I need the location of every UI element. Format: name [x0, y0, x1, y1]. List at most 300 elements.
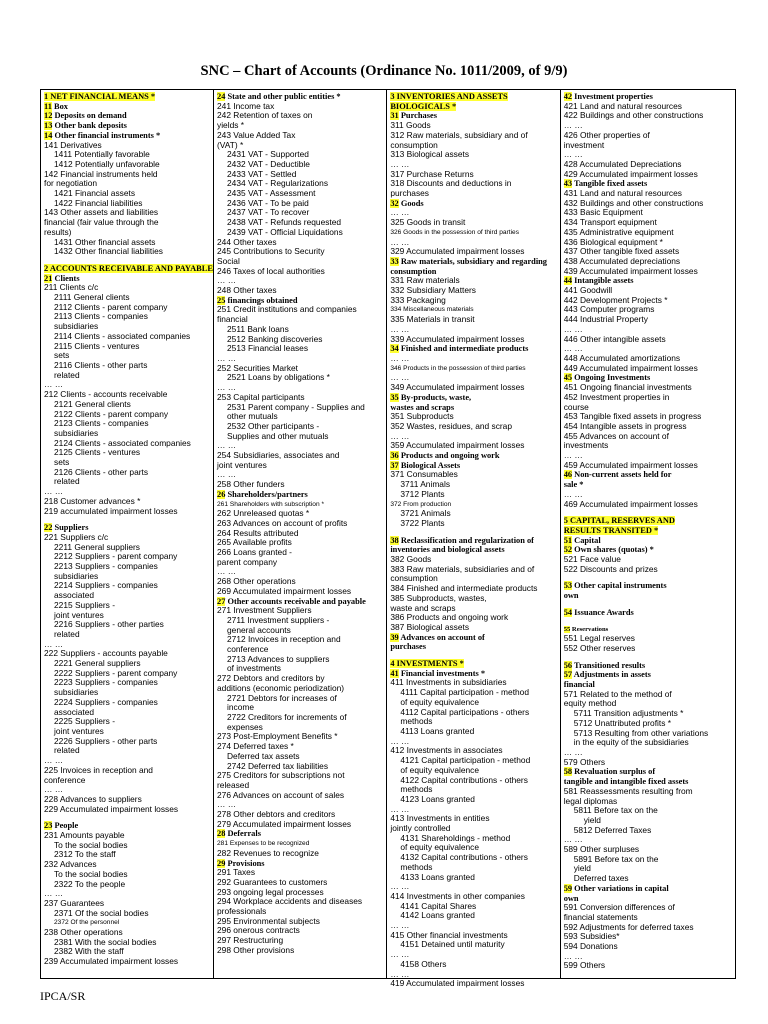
account-line: released — [217, 779, 250, 790]
account-line: 2513 Financial leases — [227, 343, 309, 354]
account-heading: 25 financings obtained — [217, 295, 298, 305]
account-line: sets — [54, 350, 70, 361]
spacer — [564, 654, 733, 661]
footer-label: IPCA/SR — [40, 989, 86, 1003]
account-line: … … — [390, 430, 410, 441]
account-line: … … — [563, 120, 583, 131]
account-line: 4113 Loans granted — [400, 726, 475, 736]
account-line: 441 Goodwill — [563, 285, 613, 296]
account-line: 2223 Suppliers - companies — [54, 677, 158, 688]
account-line: of equity equivalence — [400, 696, 480, 707]
account-line: 522 Discounts and prizes — [563, 563, 658, 574]
account-line: 449 Accumulated impairment losses — [563, 362, 698, 373]
account-line: 551 Legal reserves — [563, 633, 635, 644]
account-line: jointly controlled — [390, 823, 451, 834]
account-line: 415 Other financial investments — [390, 929, 508, 940]
account-line: 4142 Loans granted — [400, 910, 475, 921]
account-line: 4122 Capital contributions - others — [400, 774, 528, 785]
account-heading: 28 Deferrals — [217, 829, 261, 839]
account-line: 437 Other tangible fixed assets — [563, 246, 680, 257]
account-heading: 13 Other bank deposits — [44, 121, 127, 131]
account-line: … … — [44, 755, 64, 766]
account-line: 349 Accumulated impairment losses — [390, 382, 525, 393]
account-line: 421 Land and natural resources — [563, 100, 682, 111]
account-line: 2111 General clients — [54, 292, 130, 303]
account-line: 593 Subsidies* — [563, 931, 620, 942]
account-line: 2225 Suppliers - — [54, 716, 115, 727]
account-line: 334 Miscellaneous materials — [390, 306, 474, 314]
account-line: 414 Investments in other companies — [390, 890, 525, 901]
account-line: waste and scraps — [390, 602, 456, 613]
account-line: 422 Buildings and other constructions — [563, 110, 704, 121]
account-heading: 53 Other capital instruments — [563, 581, 667, 591]
account-line: 331 Raw materials — [390, 275, 460, 286]
account-line: general accounts — [227, 624, 291, 635]
account-heading: 27 Other accounts receivable and payable — [217, 596, 366, 606]
spacer — [390, 652, 557, 659]
account-line: 2214 Suppliers - companies — [54, 580, 158, 591]
account-heading: 57 Adjustments in assets — [563, 670, 651, 680]
account-line: 448 Accumulated amortizations — [563, 352, 681, 363]
account-line: … … — [563, 323, 583, 334]
account-heading: financial — [563, 680, 595, 690]
account-line: 335 Materials in transit — [390, 314, 475, 325]
account-line: 295 Environmental subjects — [217, 915, 320, 926]
account-heading: own — [563, 893, 579, 903]
account-line: (VAT) * — [217, 139, 244, 150]
account-heading: 34 Finished and intermediate products — [390, 344, 529, 354]
account-heading: 36 Products and ongoing work — [390, 451, 500, 461]
account-line: 5713 Resulting from other variations — [573, 727, 709, 738]
account-line: 2215 Suppliers - — [54, 599, 115, 610]
account-line: 254 Subsidiaries, associates and — [217, 450, 340, 461]
account-line: 2312 To the staff — [54, 849, 116, 860]
account-line: … … — [217, 566, 237, 577]
account-line: 311 Goods — [390, 120, 431, 131]
account-line: methods — [400, 784, 433, 795]
account-heading: 51 Capital — [563, 535, 601, 545]
account-line: 4121 Capital participation - method — [400, 755, 531, 766]
account-heading: 31 Purchases — [390, 111, 437, 121]
account-heading: 14 Other financial instruments * — [44, 130, 161, 140]
account-heading: 39 Advances on account of — [390, 632, 485, 642]
account-line: 3721 Animals — [400, 508, 451, 519]
account-line: 571 Related to the method of — [563, 688, 672, 699]
account-line: 359 Accumulated impairment losses — [390, 440, 525, 451]
account-line: income — [227, 702, 254, 713]
account-line: 2112 Clients - parent company — [54, 301, 168, 312]
account-line: 278 Other debtors and creditors — [217, 809, 336, 820]
column-3 — [387, 90, 560, 989]
account-line: 383 Raw materials, subsidiaries and of — [390, 563, 535, 574]
account-line: 384 Finished and intermediate products — [390, 583, 538, 594]
account-line: 269 Accumulated impairment losses — [217, 585, 352, 596]
account-line: legal diplomas — [563, 795, 618, 806]
account-heading: 23 People — [44, 821, 79, 831]
account-line: … … — [390, 372, 410, 383]
account-line: results) — [44, 226, 72, 237]
account-heading: 12 Deposits on demand — [44, 111, 127, 121]
account-line: … … — [390, 158, 410, 169]
account-line: 386 Products and ongoing work — [390, 612, 509, 623]
account-line: … … — [563, 488, 583, 499]
account-line: 5711 Transition adjustments * — [573, 708, 684, 719]
account-line: … … — [563, 950, 583, 961]
account-line: 294 Workplace accidents and diseases — [217, 896, 363, 907]
account-line: 451 Ongoing financial investments — [563, 382, 692, 393]
account-heading: sale * — [563, 480, 584, 490]
account-line: 2115 Clients - ventures — [54, 340, 140, 351]
account-line: 2221 General suppliers — [54, 658, 141, 669]
account-line: 263 Advances on account of profits — [217, 517, 348, 528]
account-line: 411 Investments in subsidiaries — [390, 677, 507, 688]
account-line: additions (economic periodization) — [217, 682, 345, 693]
account-heading: 52 Own shares (quotas) * — [563, 545, 654, 555]
column-1 — [41, 90, 214, 978]
account-line: … … — [390, 949, 410, 960]
account-line: 2512 Banking discoveries — [227, 333, 323, 344]
account-line: 143 Other assets and liabilities — [44, 207, 159, 218]
account-line: 2532 Other participants - — [227, 420, 320, 431]
account-line: 246 Taxes of local authorities — [217, 265, 325, 276]
account-line: 352 Wastes, residues, and scrap — [390, 420, 512, 431]
account-line: 387 Biological assets — [390, 621, 470, 632]
account-line: 431 Land and natural resources — [563, 188, 682, 199]
account-line: 419 Accumulated impairment losses — [390, 978, 525, 989]
account-line: 5891 Before tax on the — [573, 853, 659, 864]
account-heading: wastes and scraps — [390, 402, 455, 412]
account-heading: 24 State and other public entities * — [217, 92, 341, 101]
account-line: 2431 VAT - Supported — [227, 149, 309, 160]
account-line: 371 Consumables — [390, 469, 458, 480]
column-4 — [561, 90, 735, 978]
account-heading: RESULTS TRANSITED * — [563, 525, 659, 535]
account-line: 282 Revenues to recognize — [217, 847, 319, 858]
account-line: 382 Goods — [390, 554, 432, 565]
account-line: … … — [563, 450, 583, 461]
account-heading: inventories and biological assets — [390, 545, 505, 555]
account-line: 589 Other surpluses — [563, 844, 640, 855]
account-line: 274 Deferred taxes * — [217, 741, 294, 752]
account-line: … … — [44, 486, 64, 497]
account-line: 4131 Shareholdings - method — [400, 832, 511, 843]
account-line: 2226 Suppliers - other parts — [54, 735, 158, 746]
account-line: 433 Basic Equipment — [563, 207, 643, 218]
account-line: … … — [390, 207, 410, 218]
account-line: yield — [573, 863, 591, 874]
account-line: 2122 Clients - parent company — [54, 408, 169, 419]
account-line: 436 Biological equipment * — [563, 236, 663, 247]
account-line: 2113 Clients - companies — [54, 311, 148, 322]
account-line: To the social bodies — [54, 868, 128, 879]
account-line: 318 Discounts and deductions in — [390, 178, 512, 189]
account-line: 2721 Debtors for increases of — [227, 692, 337, 703]
account-line: 428 Accumulated Depreciations — [563, 158, 682, 169]
account-heading: 54 Issuance Awards — [563, 607, 634, 617]
account-line: joint ventures — [54, 609, 104, 620]
account-line: 261 Shareholders with subscription * — [217, 500, 325, 508]
account-line: 237 Guarantees — [44, 897, 105, 908]
account-line: … … — [44, 888, 64, 899]
account-line: 266 Loans granted - — [217, 547, 292, 558]
account-line: … … — [390, 881, 410, 892]
account-line: 426 Other properties of — [563, 129, 650, 140]
account-heading: 43 Tangible fixed assets — [563, 179, 648, 189]
account-line: 232 Advances — [44, 859, 97, 870]
account-line: investment — [563, 139, 605, 150]
account-heading: tangible and intangible fixed assets — [563, 777, 689, 787]
account-line: 1411 Potentially favorable — [54, 149, 150, 160]
account-line: 435 Administrative equipment — [563, 226, 674, 237]
account-line: 293 ongoing legal processes — [217, 886, 324, 897]
account-line: parent company — [217, 556, 278, 567]
account-line: 2436 VAT - To be paid — [227, 197, 309, 208]
account-heading: consumption — [390, 266, 437, 276]
account-line: 339 Accumulated impairment losses — [390, 333, 525, 344]
account-line: 1422 Financial liabilities — [54, 197, 143, 208]
account-line: … … — [44, 784, 64, 795]
account-line: 271 Investment Suppliers — [217, 605, 312, 616]
account-line: 298 Other provisions — [217, 944, 295, 955]
account-heading: purchases — [390, 642, 427, 652]
account-line: joint ventures — [217, 459, 267, 470]
account-line: 413 Investments in entities — [390, 813, 490, 824]
account-line: 2435 VAT - Assessment — [227, 188, 316, 199]
account-heading: 56 Transitioned results — [563, 660, 646, 670]
account-line: 317 Purchase Returns — [390, 168, 474, 179]
account-line: 228 Advances to suppliers — [44, 793, 142, 804]
account-heading: 46 Non-current assets held for — [563, 470, 672, 480]
account-line: 2434 VAT - Regularizations — [227, 178, 329, 189]
account-heading: 32 Goods — [390, 198, 424, 208]
account-line: 521 Face value — [563, 554, 621, 565]
account-line: 2742 Deferred tax liabilities — [227, 760, 329, 771]
account-line: 552 Other reserves — [563, 642, 636, 653]
account-line: 455 Advances on account of — [563, 430, 669, 441]
account-line: related — [54, 369, 80, 380]
account-line: 2116 Clients - other parts — [54, 359, 148, 370]
account-line: 243 Value Added Tax — [217, 129, 296, 140]
account-line: 2124 Clients - associated companies — [54, 437, 191, 448]
account-line: 2511 Bank loans — [227, 323, 289, 334]
account-line: 2433 VAT - Settled — [227, 168, 297, 179]
account-line: 212 Clients - accounts receivable — [44, 389, 168, 400]
account-line: 221 Suppliers c/c — [44, 531, 109, 542]
account-line: 2322 To the people — [54, 878, 126, 889]
account-line: sets — [54, 457, 70, 468]
account-line: related — [54, 628, 80, 639]
account-line: in the equity of the subsidiaries — [573, 737, 689, 748]
account-line: 452 Investment properties in — [563, 391, 670, 402]
account-line: 385 Subproducts, wastes, — [390, 592, 487, 603]
account-line: conference — [227, 644, 269, 655]
account-line: professionals — [217, 906, 267, 917]
account-line: yields * — [217, 120, 244, 131]
account-line: other mutuals — [227, 411, 278, 422]
account-line: 245 Contributions to Security — [217, 246, 325, 257]
account-heading: 37 Biological Assets — [390, 460, 461, 470]
account-heading: 42 Investment properties — [563, 92, 653, 101]
account-heading: 1 NET FINANCIAL MEANS * — [44, 92, 156, 101]
account-line: 141 Derivatives — [44, 139, 102, 150]
account-line: 211 Clients c/c — [44, 282, 99, 293]
account-line: Deferred tax assets — [227, 750, 300, 761]
spacer — [564, 601, 733, 608]
account-line: 591 Conversion differences of — [563, 902, 675, 913]
account-line: 272 Debtors and creditors by — [217, 673, 325, 684]
spacer — [44, 257, 211, 264]
account-line: 4158 Others — [400, 958, 447, 969]
account-line: 2381 With the social bodies — [54, 936, 157, 947]
account-line: 1432 Other financial liabilities — [54, 246, 163, 257]
account-line: financial statements — [563, 911, 638, 922]
accounts-table — [40, 89, 736, 989]
account-heading: 38 Reclassification and regularization of — [390, 535, 534, 545]
account-heading: 45 Ongoing Investments — [563, 373, 651, 383]
account-line: of equity equivalence — [400, 842, 480, 853]
account-line: 222 Suppliers - accounts payable — [44, 648, 168, 659]
account-line: 251 Credit institutions and companies — [217, 304, 357, 315]
account-line: 332 Subsidiary Matters — [390, 285, 476, 296]
account-line: 2531 Parent company - Supplies and — [227, 401, 365, 412]
account-line: 4112 Capital participations - others — [400, 706, 530, 717]
account-line: 262 Unreleased quotas * — [217, 508, 310, 519]
account-line: financial (fair value through the — [44, 217, 159, 228]
account-line: 231 Amounts payable — [44, 830, 125, 841]
account-line: Social — [217, 255, 240, 266]
account-heading: 22 Suppliers — [44, 523, 89, 533]
account-line: … … — [390, 968, 410, 979]
account-heading: 4 INVESTMENTS * — [390, 659, 464, 669]
account-heading: 29 Provisions — [217, 858, 265, 868]
account-line: 4111 Capital participation - method — [400, 687, 529, 698]
account-line: 434 Transport equipment — [563, 217, 657, 228]
account-line: purchases — [390, 188, 429, 199]
account-line: 297 Restructuring — [217, 935, 284, 946]
account-line: 3712 Plants — [400, 488, 445, 499]
account-line: … … — [217, 382, 237, 393]
account-line: 275 Creditors for subscriptions not — [217, 770, 345, 781]
account-line: 142 Financial instruments held — [44, 168, 158, 179]
account-line: 429 Accumulated impairment losses — [563, 168, 698, 179]
account-line: … … — [563, 747, 583, 757]
account-heading: 11 Box — [44, 101, 68, 111]
account-line: 5812 Deferred Taxes — [573, 824, 652, 835]
account-line: 291 Taxes — [217, 867, 256, 878]
account-line: 276 Advances on account of sales — [217, 789, 345, 800]
account-line: … … — [217, 352, 237, 363]
account-line: associated — [54, 590, 95, 601]
account-line: 265 Available profits — [217, 537, 292, 548]
account-line: 2125 Clients - ventures — [54, 447, 141, 458]
account-line: 2382 With the staff — [54, 946, 124, 957]
account-line: 329 Accumulated impairment losses — [390, 246, 525, 257]
account-line: equity method — [563, 698, 617, 709]
account-line: 469 Accumulated impairment losses — [563, 498, 698, 509]
account-line: … … — [390, 236, 410, 247]
account-line: 592 Adjustments for deferred taxes — [563, 921, 694, 932]
spacer — [44, 814, 211, 821]
account-line: yield — [583, 814, 601, 825]
account-line: 258 Other funders — [217, 479, 285, 490]
account-heading: 2 ACCOUNTS RECEIVABLE AND PAYABLE — [44, 263, 213, 273]
account-line: 2224 Suppliers - companies — [54, 696, 158, 707]
account-line: 432 Buildings and other constructions — [563, 197, 704, 208]
account-line: 2123 Clients - companies — [54, 418, 149, 429]
account-line: 443 Computer programs — [563, 304, 655, 315]
account-line: 239 Accumulated impairment losses — [44, 956, 179, 967]
account-line: 279 Accumulated impairment losses — [217, 818, 352, 829]
account-heading: 44 Intangible assets — [563, 276, 634, 286]
account-line: 4133 Loans granted — [400, 871, 475, 882]
account-line: 2371 Of the social bodies — [54, 907, 149, 918]
account-line: 594 Donations — [563, 941, 618, 952]
account-line: 4141 Capital Shares — [400, 900, 477, 911]
account-line: 4123 Loans granted — [400, 793, 475, 804]
account-line: … … — [217, 469, 237, 480]
account-line: 438 Accumulated depreciations — [563, 255, 681, 266]
account-line: 5712 Unattributed profits * — [573, 717, 671, 728]
account-line: course — [563, 401, 589, 412]
account-line: 412 Investments in associates — [390, 745, 503, 756]
document-title: SNC – Chart of Accounts (Ordinance No. 1011/2009, of 9/9) — [200, 63, 568, 79]
account-line: 351 Subproducts — [390, 411, 454, 422]
account-line: 581 Reassessments resulting from — [563, 785, 693, 796]
account-line: methods — [400, 861, 433, 872]
account-heading: 3 INVENTORIES AND ASSETS — [390, 92, 508, 101]
account-line: … … — [217, 440, 237, 451]
account-line: 241 Income tax — [217, 100, 275, 111]
account-line: subsidiaries — [54, 321, 99, 332]
account-line: subsidiaries — [54, 570, 99, 581]
account-line: 218 Customer advances * — [44, 495, 141, 506]
account-line: … … — [390, 352, 410, 363]
account-line: … … — [44, 379, 64, 390]
account-heading: 55 Reservations — [563, 625, 609, 633]
account-line: 372 From production — [390, 500, 452, 508]
account-line: 346 Products in the possession of third parties — [390, 364, 526, 372]
account-line: consumption — [390, 573, 438, 584]
account-line: methods — [400, 716, 433, 727]
account-line: 242 Retention of taxes on — [217, 110, 313, 121]
account-line: 273 Post-Employment Benefits * — [217, 731, 338, 742]
account-line: expenses — [227, 721, 263, 732]
account-line: 2372 Of the personnel — [54, 919, 120, 927]
account-line: To the social bodies — [54, 839, 128, 850]
account-heading: 58 Revaluation surplus of — [563, 767, 656, 777]
account-line: 4151 Detained until maturity — [400, 939, 505, 950]
account-line: 453 Tangible fixed assets in progress — [563, 411, 702, 422]
account-line: 446 Other intangible assets — [563, 333, 666, 344]
account-line: 281 Expenses to be recognized — [217, 840, 310, 848]
account-line: 325 Goods in transit — [390, 217, 466, 228]
account-line: 2213 Suppliers - companies — [54, 561, 158, 572]
account-line: conference — [44, 774, 86, 785]
account-line: subsidiaries — [54, 427, 99, 438]
account-line: … … — [563, 834, 583, 845]
account-line: investments — [563, 440, 609, 451]
account-line: 459 Accumulated impairment losses — [563, 459, 698, 470]
account-line: 444 Industrial Property — [563, 314, 648, 325]
account-line: … … — [390, 323, 410, 334]
account-line: 3722 Plants — [400, 517, 445, 528]
account-line: 599 Others — [563, 960, 606, 971]
account-line: of investments — [227, 663, 281, 674]
spacer — [564, 618, 733, 625]
account-line: financial — [217, 314, 248, 325]
account-line: 579 Others — [563, 756, 606, 767]
spacer — [390, 529, 557, 536]
